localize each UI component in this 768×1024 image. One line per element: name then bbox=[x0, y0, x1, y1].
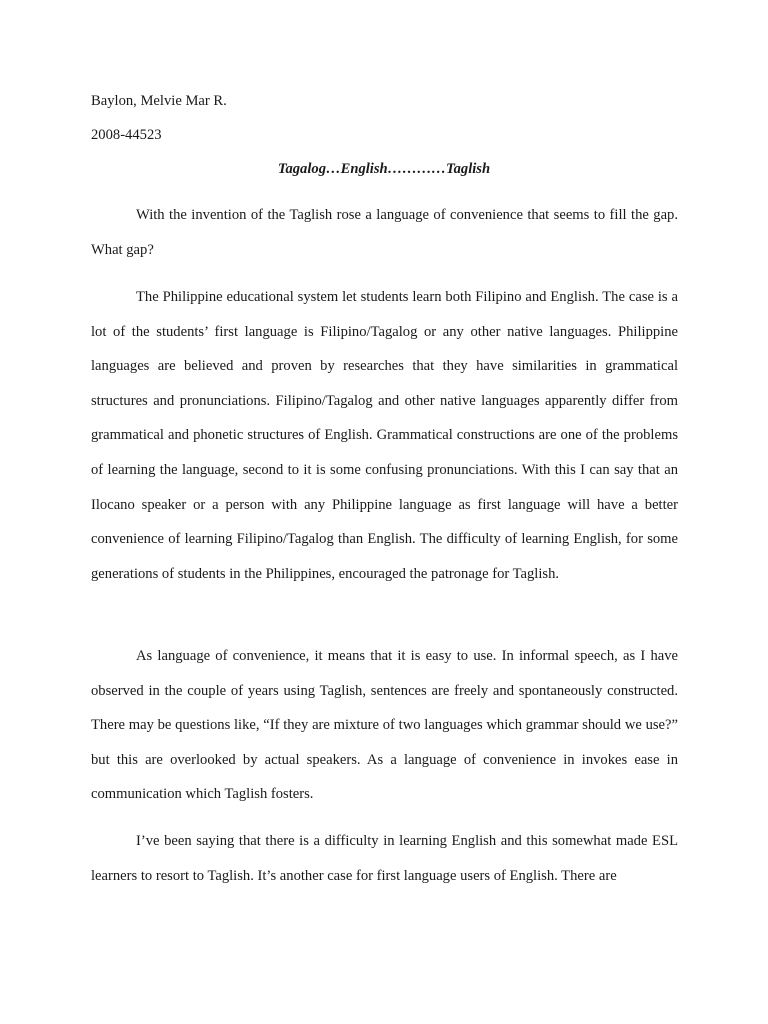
paragraph-3: As language of convenience, it means that it is easy to use. In informal speech, as I have observed in the couple of years using Taglish, sentences are freely and spontaneously constructed. There may be questions like, “If they are mixture of two languages which grammar should we use?” but this are overlooked by actual speakers. As a language of convenience in invokes ease in communication which Taglish fosters. bbox=[91, 648, 678, 803]
essay-title: Tagalog…English…………Taglish bbox=[277, 161, 491, 177]
paragraph-4: I’ve been saying that there is a difficulty in learning English and this somewhat made ESL learners to resort to Taglish. It’s another case for first language users of English. There are bbox=[91, 833, 678, 884]
author-name: Baylon, Melvie Mar R. bbox=[91, 93, 227, 109]
student-number: 2008-44523 bbox=[91, 127, 162, 143]
paragraph-1: With the invention of the Taglish rose a language of convenience that seems to fill the gap. What gap? bbox=[91, 207, 678, 258]
paragraph-2: The Philippine educational system let students learn both Filipino and English. The case is a lot of the students’ first language is Filipino/Tagalog or any other native languages. Philippine languages are believed and proven by researches that they have similarities in grammatical structures and pronunciations. Filipino/Tagalog and other native languages apparently differ from grammatical and phonetic structures of English. Grammatical constructions are one of the problems of learning the language, second to it is some confusing pronunciations. With this I can say that an Ilocano speaker or a person with any Philippine language as first language will have a better convenience of learning Filipino/Tagalog than English. The difficulty of learning English, for some generations of students in the Philippines, encouraged the patronage for Taglish. bbox=[91, 289, 678, 582]
